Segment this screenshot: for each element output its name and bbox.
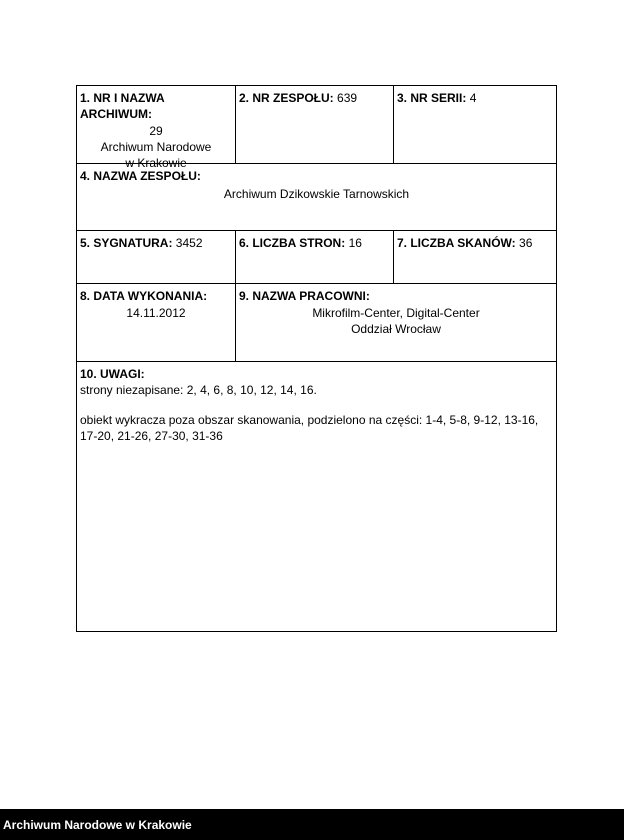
remarks-line-3: 17-20, 21-26, 27-30, 31-36 (80, 429, 223, 443)
fonds-number-label: 2. NR ZESPOŁU: (239, 91, 334, 105)
row-remarks (77, 362, 556, 631)
cell-series-number (393, 86, 556, 163)
cell-scan-count (393, 231, 556, 283)
date-value: 14.11.2012 (126, 306, 186, 320)
remarks-line-1: strony niezapisane: 2, 4, 6, 8, 10, 12, 14, 16. (80, 383, 317, 397)
row-archive (77, 86, 556, 170)
cell-page-count (235, 231, 393, 283)
cell-archive (77, 86, 235, 170)
scan-count-label: 7. LICZBA SKANÓW: (397, 236, 516, 250)
page-count-label: 6. LICZBA STRON: (239, 236, 346, 250)
cell-fonds-number (235, 86, 393, 163)
date-label: 8. DATA WYKONANIA: (80, 289, 208, 303)
cell-signature (77, 231, 235, 283)
fonds-name-label: 4. NAZWA ZESPOŁU: (80, 169, 201, 183)
row-counts (77, 231, 556, 284)
remarks-label: 10. UWAGI: (80, 367, 145, 381)
remarks-line-2: obiekt wykracza poza obszar skanowania, podzielono na części: 1-4, 5-8, 9-12, 13-16, (80, 413, 539, 427)
scan-count-value: 36 (519, 236, 533, 250)
archive-name-line-1: Archiwum Narodowe (100, 140, 212, 154)
fonds-number-value: 639 (337, 91, 358, 105)
archive-label: 1. NR I NAZWA ARCHIWUM: (80, 91, 165, 121)
lab-name-label: 9. NAZWA PRACOWNI: (239, 289, 370, 303)
lab-name-line-1: Mikrofilm-Center, Digital-Center (312, 306, 480, 320)
signature-value: 3452 (175, 236, 203, 250)
archive-name-line-2: w Krakowie (125, 156, 187, 170)
archive-number: 29 (149, 124, 163, 138)
page-count-value: 16 (348, 236, 362, 250)
row-date-lab (77, 284, 556, 362)
footer-bar (0, 809, 624, 840)
series-number-value: 4 (469, 91, 477, 105)
lab-name-line-2: Oddział Wrocław (351, 322, 441, 336)
fonds-name-value: Archiwum Dzikowskie Tarnowskich (223, 187, 410, 201)
metadata-form (76, 85, 557, 632)
cell-date (77, 284, 235, 361)
row-fonds-name (77, 164, 556, 231)
cell-fonds-name (77, 164, 556, 230)
signature-label: 5. SYGNATURA: (80, 236, 173, 250)
series-number-label: 3. NR SERII: (397, 91, 467, 105)
cell-remarks (77, 362, 556, 631)
footer-text: Archiwum Narodowe w Krakowie (3, 818, 192, 832)
cell-lab-name (235, 284, 556, 361)
